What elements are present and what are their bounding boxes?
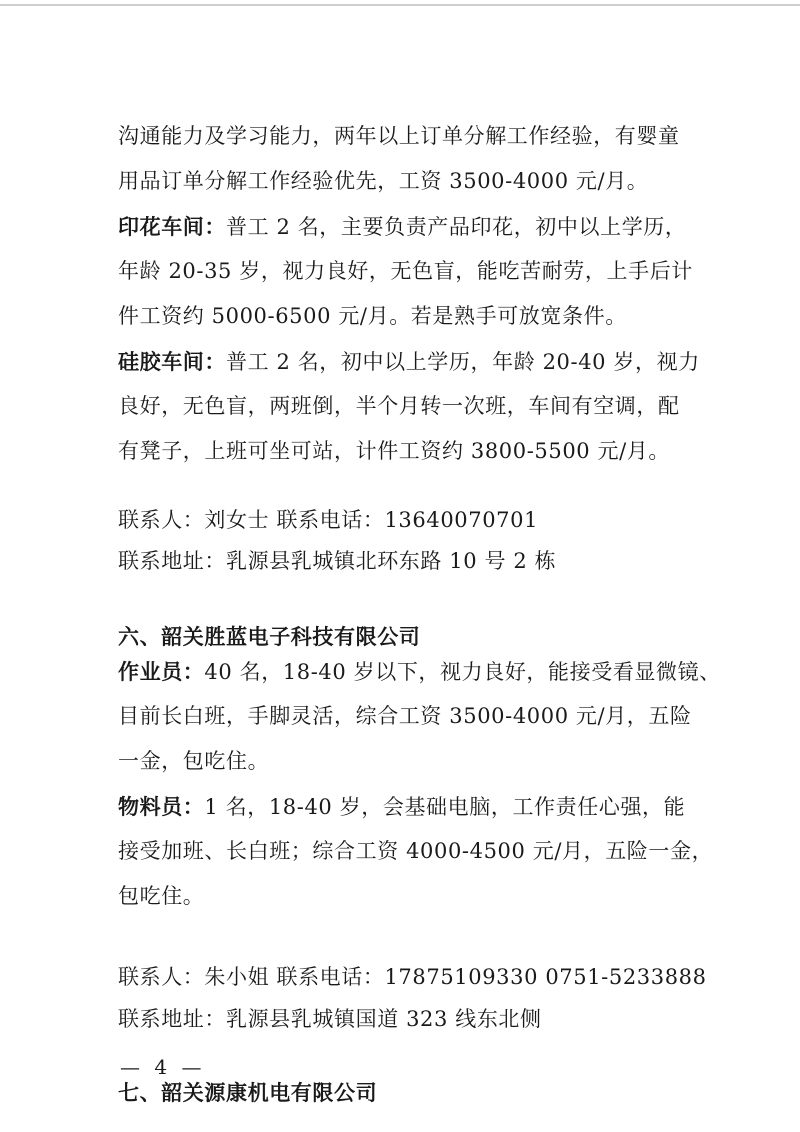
section-heading: 六、韶关胜蓝电子科技有限公司 xyxy=(118,624,421,649)
silicone-dept-label: 硅胶车间： xyxy=(118,349,226,374)
document-page xyxy=(118,124,721,1105)
body-line: 良好，无色盲，两班倒，半个月转一次班，车间有空调，配 xyxy=(118,394,680,418)
operator-line xyxy=(118,659,721,684)
body-line: 目前长白班，手脚灵活，综合工资 3500-4000 元/月，五险 xyxy=(118,704,692,728)
body-line: 包吃住。 xyxy=(118,884,205,908)
silicone-dept-line xyxy=(118,351,698,372)
operator-text: 40 名，18-40 岁以下，视力良好，能接受看显微镜、 xyxy=(204,660,721,684)
section-heading: 七、韶关源康机电有限公司 xyxy=(118,1080,378,1105)
body-line: 件工资约 5000-6500 元/月。若是熟手可放宽条件。 xyxy=(118,304,627,328)
print-dept-text: 普工 2 名，主要负责产品印花，初中以上学历， xyxy=(226,215,687,239)
contact-line: 联系人：朱小姐 联系电话：17875109330 0751-5233888 xyxy=(118,965,707,989)
material-clerk-label: 物料员： xyxy=(118,794,205,819)
address-line: 联系地址：乳源县乳城镇国道 323 线东北侧 xyxy=(118,1007,542,1031)
silicone-dept-text: 普工 2 名，初中以上学历，年龄 20-40 岁，视力 xyxy=(226,350,700,374)
body-line: 接受加班、长白班；综合工资 4000-4500 元/月，五险一金， xyxy=(118,839,714,863)
print-dept-line xyxy=(118,216,698,237)
address-line: 联系地址：乳源县乳城镇北环东路 10 号 2 栋 xyxy=(118,549,557,573)
page-number: — 4 — xyxy=(120,1055,206,1079)
scan-top-edge xyxy=(0,4,800,6)
body-line: 用品订单分解工作经验优先，工资 3500-4000 元/月。 xyxy=(118,169,649,193)
contact-line: 联系人：刘女士 联系电话：13640070701 xyxy=(118,508,539,532)
body-line: 有凳子，上班可坐可站，计件工资约 3800-5500 元/月。 xyxy=(118,439,671,463)
body-line: 一金，包吃住。 xyxy=(118,749,270,773)
print-dept-label: 印花车间： xyxy=(118,214,226,239)
body-line: 年龄 20-35 岁，视力良好，无色盲，能吃苦耐劳，上手后计 xyxy=(118,259,693,283)
material-clerk-text: 1 名，18-40 岁，会基础电脑，工作责任心强，能 xyxy=(204,795,686,819)
operator-label: 作业员： xyxy=(118,659,205,684)
body-line: 沟通能力及学习能力，两年以上订单分解工作经验，有婴童 xyxy=(118,124,680,148)
material-clerk-line xyxy=(118,796,698,817)
